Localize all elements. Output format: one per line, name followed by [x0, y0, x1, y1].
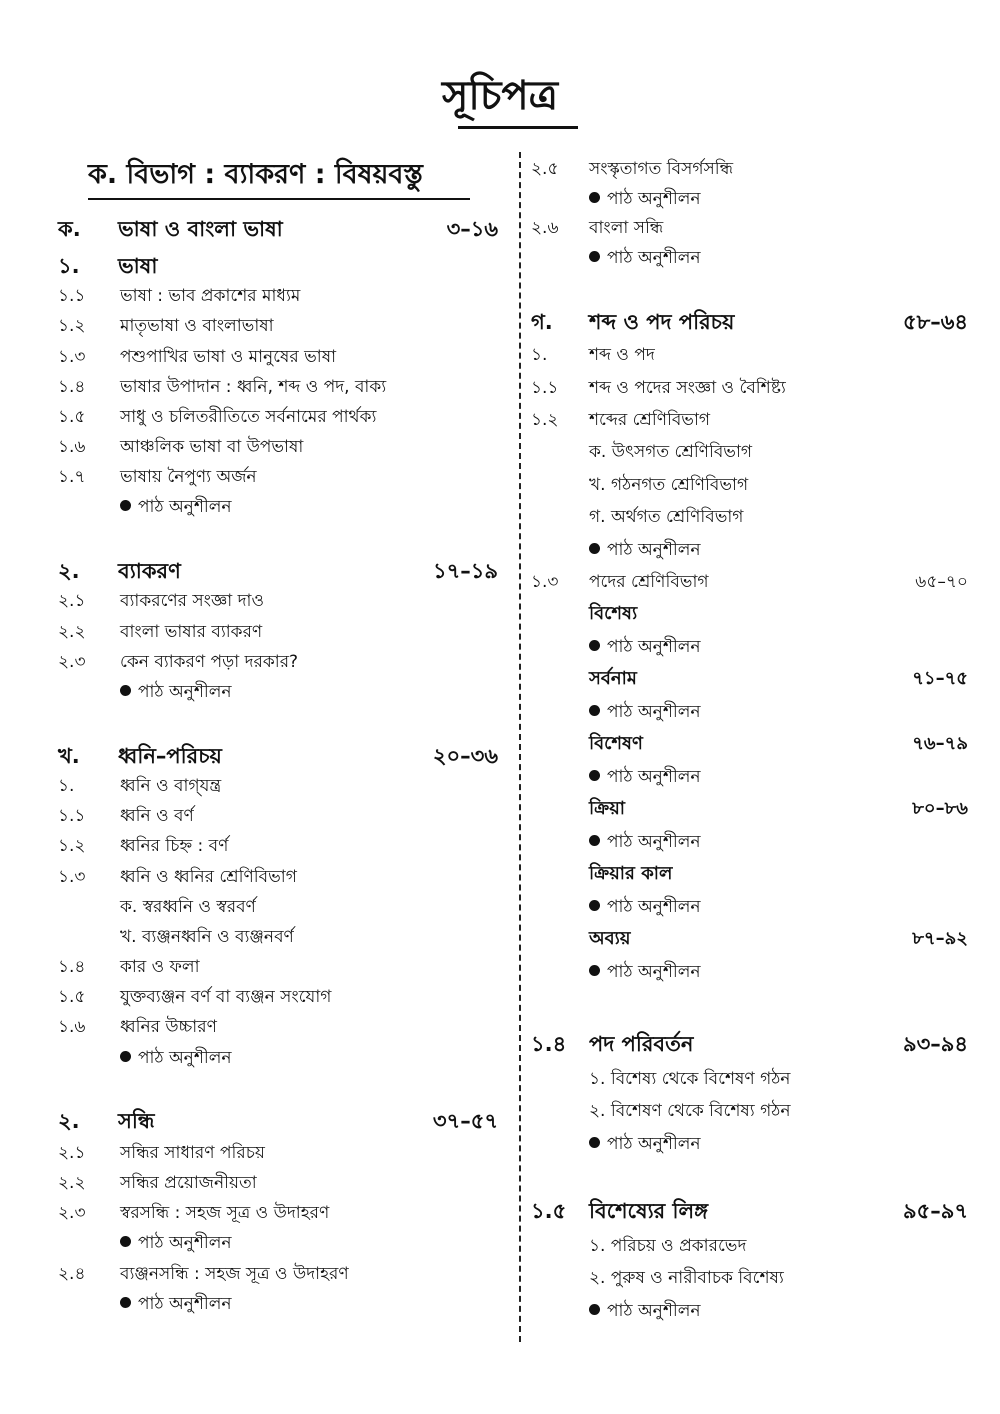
toc-entry-title: আঞ্চলিক ভাষা বা উপভাষা — [120, 437, 304, 457]
toc-entry-title: শব্দ ও পদ — [589, 345, 655, 365]
toc-entry — [531, 154, 968, 184]
toc-entry-title: ১. বিশেষ্য থেকে বিশেষণ গঠন — [589, 1069, 791, 1089]
toc-entry-number: ১.১ — [58, 806, 86, 826]
bullet-icon — [589, 705, 600, 716]
toc-entry — [58, 1259, 498, 1289]
toc-entry — [58, 1228, 498, 1258]
section-heading-underline — [88, 198, 470, 200]
toc-entry-number: ২.৩ — [58, 652, 86, 672]
toc-entry-title: ভাষা ও বাংলা ভাষা — [118, 217, 283, 241]
toc-entry-title: সন্ধির প্রয়োজনীয়তা — [120, 1173, 257, 1193]
toc-entry — [531, 1231, 968, 1261]
toc-entry-title: মাতৃভাষা ও বাংলাভাষা — [120, 316, 274, 336]
toc-entry-number: ১.৬ — [58, 1017, 86, 1037]
toc-entry-title: ভাষায় নৈপুণ্য অর্জন — [120, 467, 257, 487]
toc-entry-title: পদ পরিবর্তন — [589, 1032, 694, 1056]
toc-entry-number: ২. — [58, 559, 80, 583]
toc-entry — [531, 632, 968, 662]
toc-entry — [58, 952, 498, 982]
toc-entry-title: সংস্কৃতাগত বিসর্গসন্ধি — [589, 159, 734, 179]
toc-entry — [58, 982, 498, 1012]
toc-entry — [531, 697, 968, 727]
toc-entry-title: শব্দ ও পদ পরিচয় — [589, 310, 735, 334]
toc-entry — [531, 340, 968, 370]
toc-entry-number: খ. — [58, 744, 80, 768]
toc-entry-number: ২. — [58, 1109, 80, 1133]
toc-entry-page-range: ৮৭–৯২ — [912, 928, 968, 949]
toc-entry-title: শব্দ ও পদের সংজ্ঞা ও বৈশিষ্ট্য — [589, 378, 786, 398]
toc-entry-page-range: ৭১–৭৫ — [912, 668, 968, 689]
practice-exercise-label — [589, 1296, 701, 1326]
practice-exercise-label — [120, 677, 232, 707]
bullet-icon — [589, 251, 600, 262]
toc-entry — [58, 462, 498, 492]
toc-entry-title: ধ্বনির চিহ্ন : বর্ণ — [120, 836, 229, 856]
toc-entry — [531, 1296, 968, 1326]
practice-exercise-label — [589, 697, 701, 727]
toc-entry-title: খ. ব্যঞ্জনধ্বনি ও ব্যঞ্জনবর্ণ — [120, 927, 294, 947]
toc-entry-title: ২. বিশেষণ থেকে বিশেষ্য গঠন — [589, 1101, 791, 1121]
toc-entry-title: বিশেষ্যের লিঙ্গ — [589, 1199, 709, 1223]
toc-entry — [58, 677, 498, 707]
toc-entry-title: ধ্বনি ও ধ্বনির শ্রেণিবিভাগ — [120, 867, 297, 887]
practice-exercise-label — [120, 1228, 232, 1258]
toc-entry — [531, 1096, 968, 1126]
toc-entry-title: কেন ব্যাকরণ পড়া দরকার? — [120, 652, 299, 672]
toc-entry — [531, 437, 968, 467]
column-divider — [519, 152, 521, 1342]
toc-entry-title: ভাষার উপাদান : ধ্বনি, শব্দ ও পদ, বাক্য — [120, 377, 387, 397]
toc-entry-title: যুক্তব্যঞ্জন বর্ণ বা ব্যঞ্জন সংযোগ — [120, 987, 332, 1007]
toc-entry — [58, 862, 498, 892]
toc-entry-title: পাঠ অনুশীলন — [607, 832, 701, 852]
toc-entry-page-range: ৯৫–৯৭ — [902, 1199, 968, 1223]
toc-entry — [58, 1198, 498, 1228]
toc-entry-title: ২. পুরুষ ও নারীবাচক বিশেষ্য — [589, 1268, 784, 1288]
toc-entry — [531, 243, 968, 273]
toc-entry-title: খ. গঠনগত শ্রেণিবিভাগ — [589, 475, 749, 495]
toc-entry-number: ১.৩ — [58, 347, 86, 367]
toc-entry-title: পাঠ অনুশীলন — [607, 897, 701, 917]
toc-entry — [531, 1196, 968, 1226]
toc-entry-number: ১.৩ — [58, 867, 86, 887]
toc-entry — [58, 586, 498, 616]
toc-entry-title: ব্যাকরণের সংজ্ঞা দাও — [120, 591, 264, 611]
toc-entry — [531, 1064, 968, 1094]
toc-entry — [531, 762, 968, 792]
toc-entry — [58, 831, 498, 861]
toc-entry-title: পাঠ অনুশীলন — [607, 767, 701, 787]
toc-entry — [531, 567, 968, 597]
toc-entry-number: ১.২ — [58, 836, 86, 856]
toc-entry — [58, 1106, 498, 1136]
toc-entry — [58, 1138, 498, 1168]
toc-entry-page-range: ৬৫–৭০ — [915, 572, 968, 592]
bullet-icon — [120, 1236, 131, 1247]
title-underline — [458, 126, 578, 129]
toc-entry — [58, 741, 498, 771]
toc-entry-title: অব্যয় — [589, 928, 631, 949]
bullet-icon — [589, 965, 600, 976]
toc-entry — [531, 859, 968, 889]
toc-entry-number: ২.১ — [58, 591, 86, 611]
toc-entry-number: ১.৩ — [531, 572, 559, 592]
bullet-icon — [589, 640, 600, 651]
toc-entry-page-range: ৮০–৮৬ — [912, 798, 968, 819]
toc-entry-number: ১.৫ — [58, 987, 86, 1007]
toc-entry-number: ১. — [58, 254, 80, 278]
bullet-icon — [120, 1297, 131, 1308]
toc-entry-page-range: ৯৩–৯৪ — [902, 1032, 968, 1056]
toc-entry-number: ১.৪ — [58, 957, 86, 977]
toc-entry-number: ১.৪ — [58, 377, 86, 397]
toc-entry — [58, 801, 498, 831]
toc-entry — [531, 373, 968, 403]
toc-entry-page-range: ৩–১৬ — [446, 217, 498, 241]
toc-entry — [58, 922, 498, 952]
practice-exercise-label — [589, 957, 701, 987]
toc-entry — [58, 281, 498, 311]
toc-entry-title: ক. উৎসগত শ্রেণিবিভাগ — [589, 442, 753, 462]
toc-entry — [531, 535, 968, 565]
toc-entry — [531, 599, 968, 629]
toc-entry — [531, 1029, 968, 1059]
toc-entry — [531, 794, 968, 824]
toc-entry — [58, 342, 498, 372]
toc-entry-title: সর্বনাম — [589, 668, 637, 689]
toc-entry-number: ২.৪ — [58, 1264, 86, 1284]
toc-entry — [58, 251, 498, 281]
toc-entry-title: পাঠ অনুশীলন — [607, 189, 701, 209]
toc-entry — [531, 405, 968, 435]
toc-entry-title: ধ্বনি ও বাগ্‌যন্ত্র — [120, 776, 222, 796]
toc-entry-page-range: ৩৭–৫৭ — [432, 1109, 498, 1133]
bullet-icon — [120, 1051, 131, 1062]
bullet-icon — [589, 192, 600, 203]
toc-entry-page-range: ২০–৩৬ — [432, 744, 498, 768]
toc-entry-title: ধ্বনি–পরিচয় — [118, 744, 222, 768]
toc-entry — [531, 184, 968, 214]
toc-entry-number: ১.৬ — [58, 437, 86, 457]
toc-entry-title: ভাষা — [118, 254, 158, 278]
practice-exercise-label — [589, 535, 701, 565]
toc-entry-title: পাঠ অনুশীলন — [607, 637, 701, 657]
bullet-icon — [589, 1137, 600, 1148]
toc-entry — [531, 1129, 968, 1159]
practice-exercise-label — [589, 762, 701, 792]
toc-entry-title: ১. পরিচয় ও প্রকারভেদ — [589, 1236, 747, 1256]
toc-entry — [531, 664, 968, 694]
toc-entry-title: সাধু ও চলিতরীতিতে সর্বনামের পার্থক্য — [120, 407, 377, 427]
toc-entry — [58, 556, 498, 586]
practice-exercise-label — [589, 243, 701, 273]
bullet-icon — [589, 900, 600, 911]
toc-entry-title: পাঠ অনুশীলন — [138, 1233, 232, 1253]
toc-entry-number: ১.৫ — [531, 1199, 567, 1223]
toc-entry-title: ধ্বনির উচ্চারণ — [120, 1017, 217, 1037]
toc-entry — [58, 402, 498, 432]
practice-exercise-label — [589, 1129, 701, 1159]
bullet-icon — [120, 685, 131, 696]
toc-entry — [531, 827, 968, 857]
toc-entry — [58, 617, 498, 647]
practice-exercise-label — [589, 184, 701, 214]
toc-entry-title: পাঠ অনুশীলন — [607, 702, 701, 722]
toc-entry-number: ২.৩ — [58, 1203, 86, 1223]
toc-entry-title: পাঠ অনুশীলন — [138, 497, 232, 517]
section-heading: ক. বিভাগ : ব্যাকরণ : বিষয়বস্তু — [88, 159, 423, 190]
toc-entry-number: ১.২ — [531, 410, 559, 430]
toc-entry-title: পশুপাখির ভাষা ও মানুষের ভাষা — [120, 347, 337, 367]
toc-entry-title: পাঠ অনুশীলন — [607, 1301, 701, 1321]
toc-entry-title: ধ্বনি ও বর্ণ — [120, 806, 194, 826]
toc-entry-title: বাংলা সন্ধি — [589, 218, 664, 238]
toc-entry-number: ১.১ — [531, 378, 559, 398]
toc-entry — [531, 213, 968, 243]
toc-entry-number: ২.১ — [58, 1143, 86, 1163]
toc-entry-title: পাঠ অনুশীলন — [138, 682, 232, 702]
bullet-icon — [589, 1304, 600, 1315]
toc-entry-title: পাঠ অনুশীলন — [607, 1134, 701, 1154]
toc-entry-title: পাঠ অনুশীলন — [607, 962, 701, 982]
toc-entry-title: বিশেষ্য — [589, 603, 638, 624]
toc-entry-number: ২.৬ — [531, 218, 559, 238]
toc-entry — [531, 729, 968, 759]
toc-entry-title: ক. স্বরধ্বনি ও স্বরবর্ণ — [120, 897, 256, 917]
toc-entry-number: ১.১ — [58, 286, 86, 306]
toc-entry-title: পাঠ অনুশীলন — [138, 1294, 232, 1314]
toc-entry — [58, 214, 498, 244]
toc-entry — [531, 892, 968, 922]
toc-entry-number: ১. — [58, 776, 75, 796]
toc-entry-number: ক. — [58, 217, 81, 241]
bullet-icon — [120, 500, 131, 511]
toc-entry-page-range: ১৭–১৯ — [432, 559, 498, 583]
toc-entry — [531, 470, 968, 500]
toc-entry — [531, 957, 968, 987]
toc-entry — [58, 372, 498, 402]
practice-exercise-label — [120, 492, 232, 522]
toc-entry-title: কার ও ফলা — [120, 957, 200, 977]
toc-entry — [58, 1289, 498, 1319]
practice-exercise-label — [589, 632, 701, 662]
toc-entry-title: ব্যাকরণ — [118, 559, 181, 583]
toc-entry — [58, 1168, 498, 1198]
practice-exercise-label — [120, 1289, 232, 1319]
toc-entry — [531, 1263, 968, 1293]
toc-entry — [58, 311, 498, 341]
bullet-icon — [589, 543, 600, 554]
toc-entry-title: স্বরসন্ধি : সহজ সূত্র ও উদাহরণ — [120, 1203, 330, 1223]
toc-entry-title: পদের শ্রেণিবিভাগ — [589, 572, 709, 592]
toc-entry-title: ক্রিয়া — [589, 798, 626, 819]
toc-entry-title: পাঠ অনুশীলন — [607, 540, 701, 560]
practice-exercise-label — [589, 827, 701, 857]
toc-entry-title: শব্দের শ্রেণিবিভাগ — [589, 410, 711, 430]
page-title: সূচিপত্র — [442, 73, 558, 119]
toc-entry — [58, 1012, 498, 1042]
practice-exercise-label — [589, 892, 701, 922]
bullet-icon — [589, 770, 600, 781]
toc-entry-title: পাঠ অনুশীলন — [607, 248, 701, 268]
toc-entry-page-range: ৭৬–৭৯ — [912, 733, 968, 754]
toc-entry — [58, 892, 498, 922]
toc-entry-title: পাঠ অনুশীলন — [138, 1048, 232, 1068]
toc-entry-title: ভাষা : ভাব প্রকাশের মাধ্যম — [120, 286, 301, 306]
toc-entry-number: গ. — [531, 310, 553, 334]
toc-entry — [58, 771, 498, 801]
toc-entry — [58, 647, 498, 677]
toc-entry-page-range: ৫৮–৬৪ — [902, 310, 968, 334]
toc-entry-number: ২.২ — [58, 622, 86, 642]
bullet-icon — [589, 835, 600, 846]
toc-entry — [531, 502, 968, 532]
toc-entry-number: ২.২ — [58, 1173, 86, 1193]
toc-entry-number: ১.৭ — [58, 467, 86, 487]
toc-entry-title: বিশেষণ — [589, 733, 643, 754]
toc-entry — [531, 307, 968, 337]
toc-entry-number: ২.৫ — [531, 159, 559, 179]
toc-entry-number: ১. — [531, 345, 548, 365]
toc-entry-number: ১.৫ — [58, 407, 86, 427]
toc-entry-title: গ. অর্থগত শ্রেণিবিভাগ — [589, 507, 744, 527]
toc-entry-number: ১.২ — [58, 316, 86, 336]
toc-entry-title: সন্ধির সাধারণ পরিচয় — [120, 1143, 265, 1163]
toc-entry-title: ব্যঞ্জনসন্ধি : সহজ সূত্র ও উদাহরণ — [120, 1264, 349, 1284]
toc-entry-title: ক্রিয়ার কাল — [589, 863, 673, 884]
toc-entry — [58, 492, 498, 522]
toc-entry-title: বাংলা ভাষার ব্যাকরণ — [120, 622, 263, 642]
practice-exercise-label — [120, 1043, 232, 1073]
toc-entry-title: সন্ধি — [118, 1109, 155, 1133]
toc-entry — [531, 924, 968, 954]
toc-entry — [58, 1043, 498, 1073]
toc-entry-number: ১.৪ — [531, 1032, 567, 1056]
toc-entry — [58, 432, 498, 462]
